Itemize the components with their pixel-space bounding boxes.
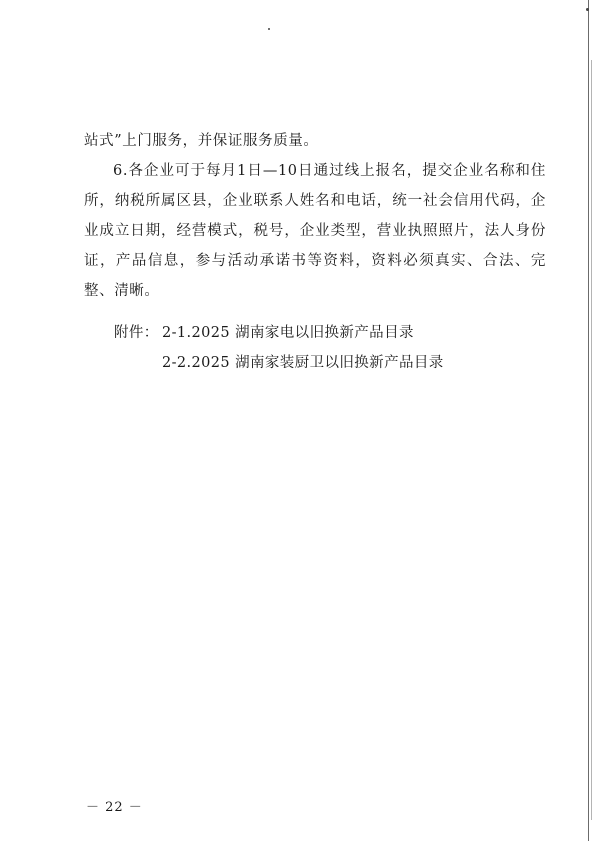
attachment-item-1: 2-1.2025 湖南家电以旧换新产品目录 [162, 325, 414, 341]
paragraph-continuation: 站式”上门服务，并保证服务质量。 [84, 133, 319, 149]
attachments-list [114, 318, 444, 378]
page-number: － 22 － [86, 800, 143, 815]
scan-page-edge-shadow [591, 60, 592, 820]
scan-speck [586, 8, 589, 11]
paragraph-item-6: 6.各企业可于每月1日—10日通过线上报名，提交企业名称和住所，纳税所属区县，企业联系人姓名和电话，统一社会信用代码，企业成立日期，经营模式，税号，企业类型，营业执照照片，法人身份证，产品信息，参与活动承诺书等资料，资料必须真实、合法、完整、清晰。 [84, 163, 546, 299]
attachment-row [114, 318, 444, 348]
attachment-row [114, 348, 444, 378]
scan-speck [268, 28, 270, 30]
attachments-label: 附件： [114, 325, 159, 341]
scan-page-edge-line [588, 0, 589, 841]
attachment-item-2: 2-2.2025 湖南家装厨卫以旧换新产品目录 [162, 355, 444, 371]
